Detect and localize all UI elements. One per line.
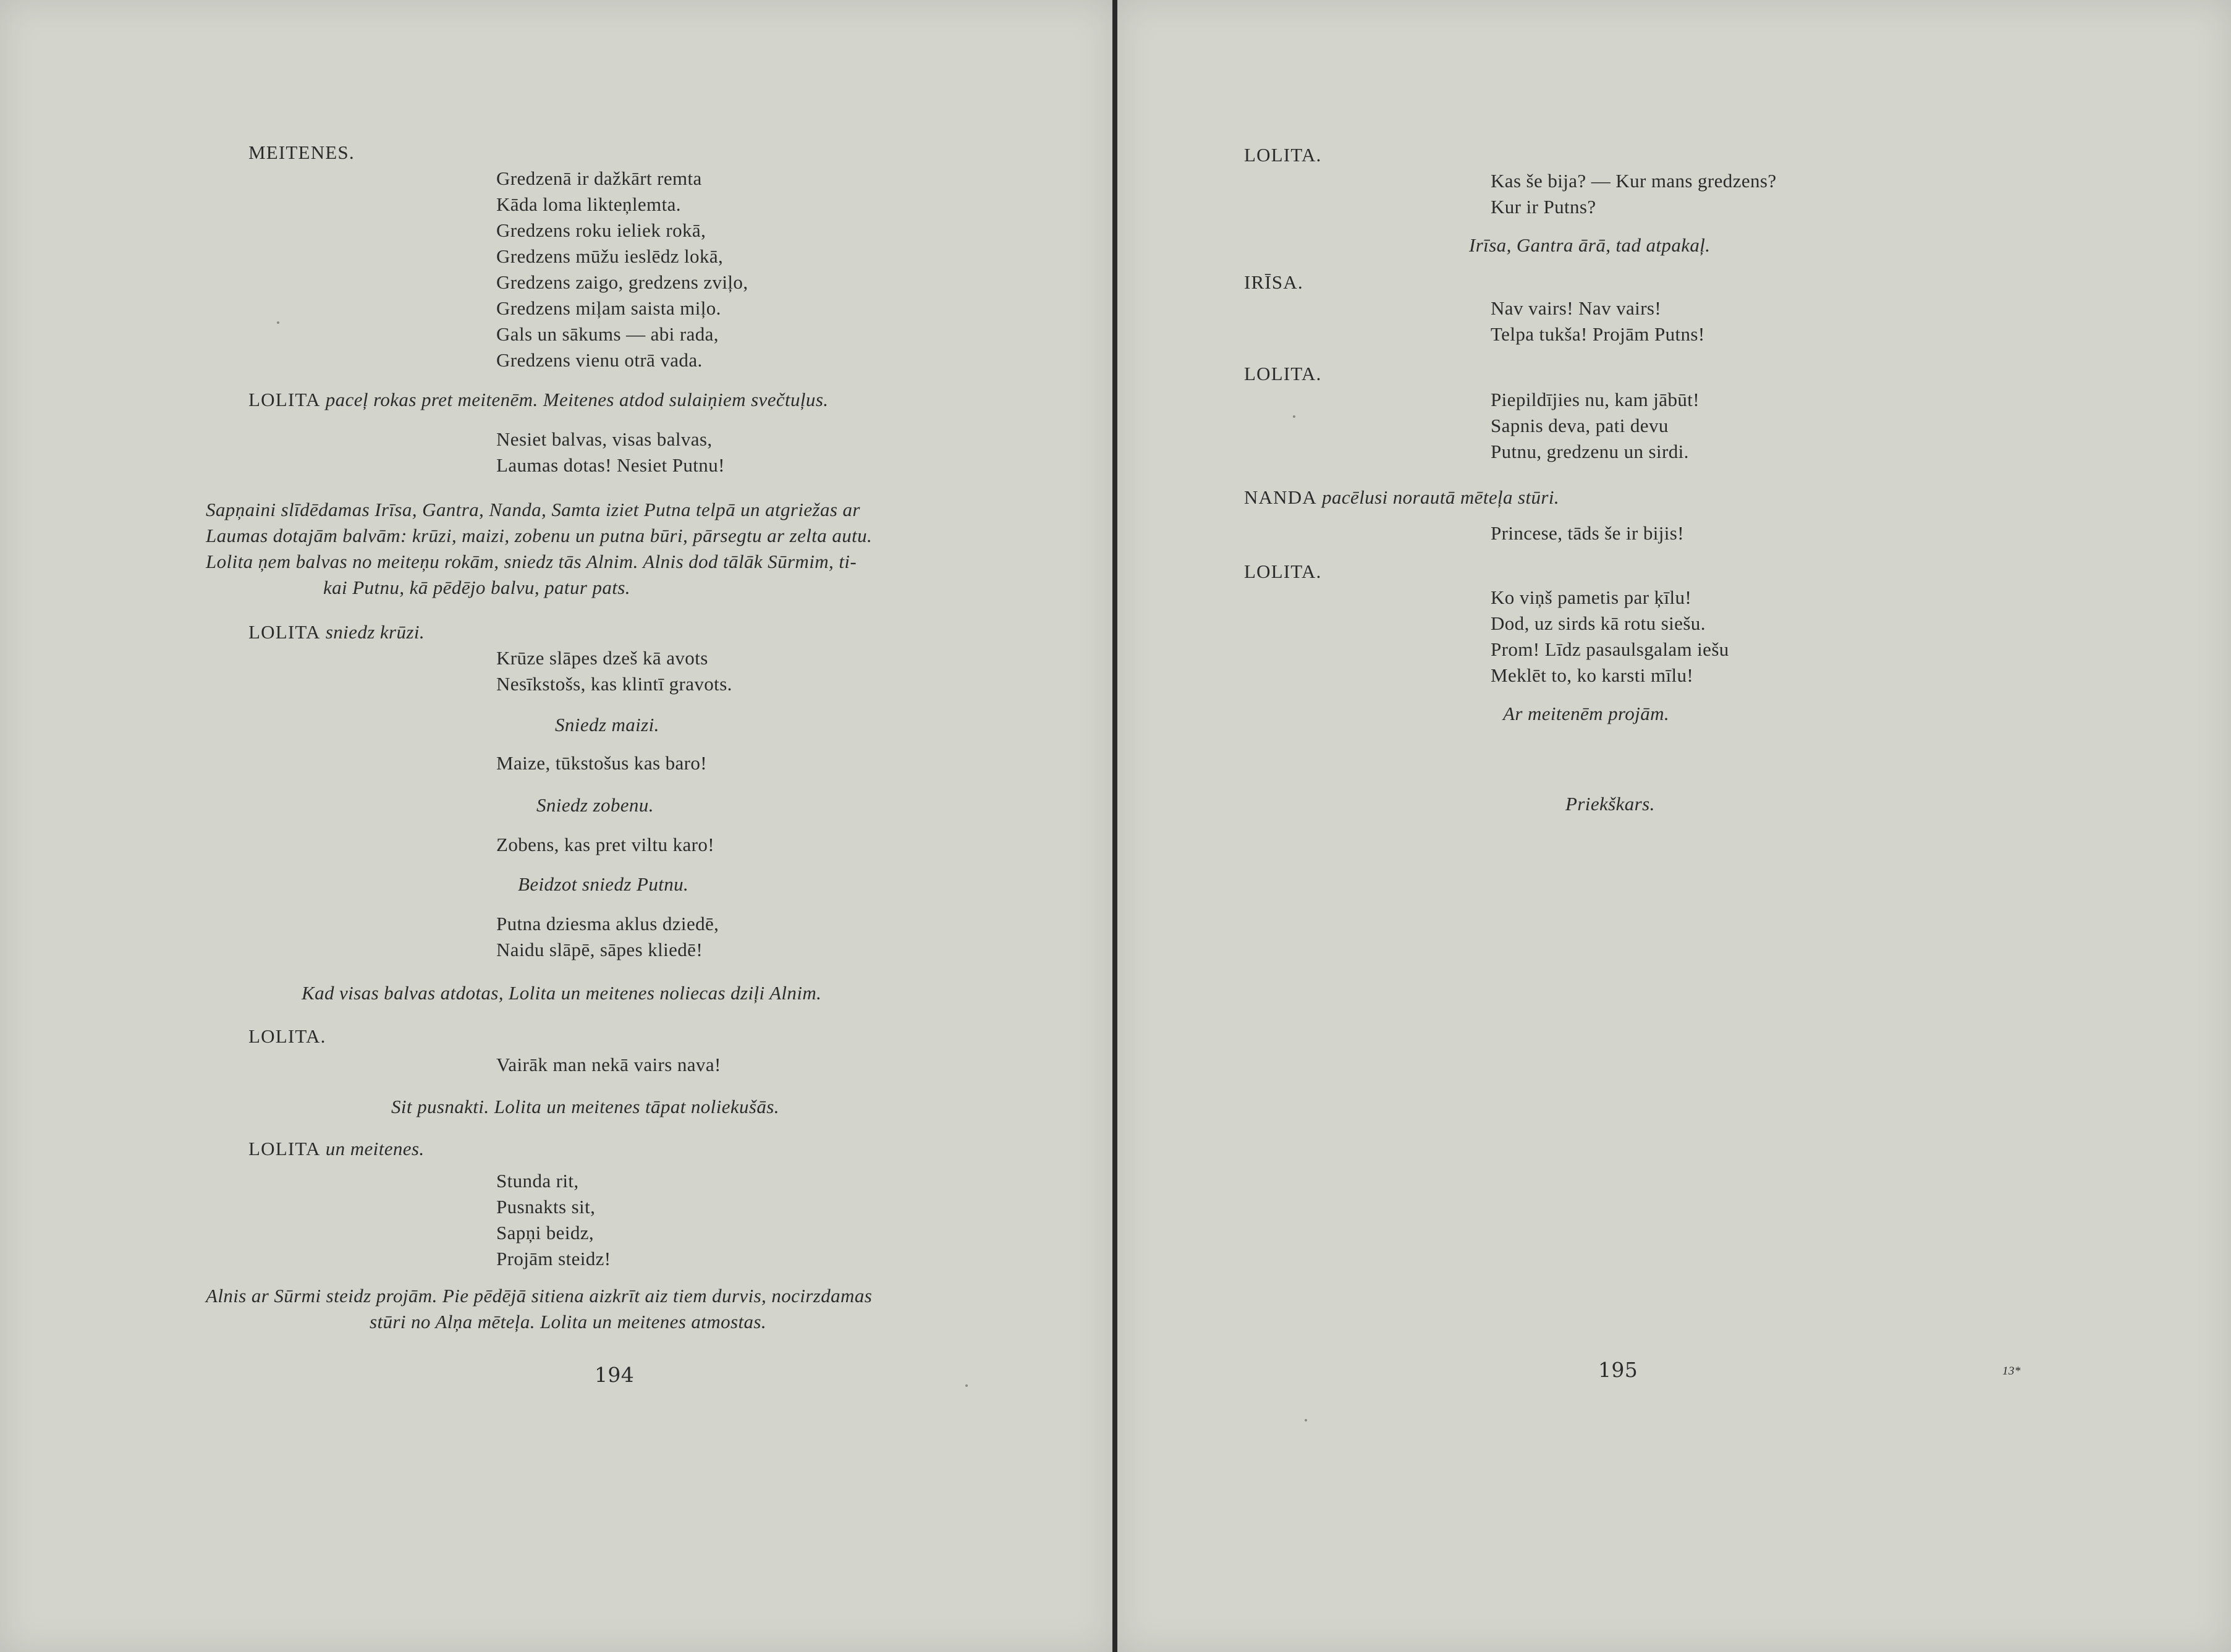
stage-direction-line: Sapņaini slīdēdamas Irīsa, Gantra, Nanda, Samta iziet Putna telpā un atgriežas ar (206, 499, 860, 520)
verse-line: Pusnakts sit, (496, 1196, 596, 1218)
stage-direction: Sit pusnakti. Lolita un meitenes tāpat noliekušās. (391, 1096, 779, 1117)
stage-direction: Ar meitenēm projām. (1503, 703, 1670, 724)
verse-line: Kur ir Putns? (1491, 196, 1596, 218)
speaker-line (248, 619, 425, 645)
stage-direction: sniedz krūzi. (325, 621, 425, 643)
left-page-text (0, 0, 1112, 1652)
stage-direction: Sniedz zobenu. (536, 794, 654, 816)
verse-line: Laumas dotas! Nesiet Putnu! (496, 454, 725, 476)
right-page (1117, 0, 2231, 1652)
verse-line: Kāda loma likteņlemta. (496, 193, 681, 215)
stage-direction: paceļ rokas pret meitenēm. Meitenes atdod sulaiņiem svečtuļus. (325, 389, 829, 410)
verse-line: Maize, tūkstošus kas baro! (496, 752, 708, 774)
speaker-name: LOLITA. (1244, 363, 1322, 384)
verse-line: Sapnis deva, pati devu (1491, 415, 1669, 436)
curtain-text: Priekškars. (1565, 793, 1655, 815)
speaker-name: LOLITA (248, 1138, 321, 1159)
stage-direction-line: Lolita ņem balvas no meiteņu rokām, sniedz tās Alnim. Alnis dod tālāk Sūrmim, ti- (206, 551, 857, 572)
verse-line: Gredzenā ir dažkārt remta (496, 167, 702, 189)
stage-direction-line: kai Putnu, kā pēdējo balvu, patur pats. (323, 577, 630, 598)
verse-line: Putnu, gredzenu un sirdi. (1491, 441, 1689, 462)
verse-line: Telpa tukša! Projām Putns! (1491, 323, 1705, 345)
verse-line: Nav vairs! Nav vairs! (1491, 297, 1662, 319)
paper-speck (965, 1384, 968, 1387)
paper-speck (277, 321, 279, 324)
verse-line: Krūze slāpes dzeš kā avots (496, 647, 708, 669)
verse-line: Ko viņš pametis par ķīlu! (1491, 587, 1692, 608)
speaker-name: LOLITA (248, 389, 321, 410)
verse-line: Vairāk man nekā vairs nava! (496, 1054, 721, 1075)
verse-line: Gredzens roku ieliek rokā, (496, 219, 706, 241)
stage-direction-line: Alnis ar Sūrmi steidz projām. Pie pēdējā sitiena aizkrīt aiz tiem durvis, nocirzdamas (206, 1285, 873, 1307)
verse-line: Piepildījies nu, kam jābūt! (1491, 389, 1700, 410)
speaker-name: LOLITA. (248, 1025, 326, 1047)
speaker-name: NANDA (1244, 486, 1317, 508)
stage-direction: pacēlusi norautā mēteļa stūri. (1322, 486, 1560, 508)
verse-line: Kas še bija? — Kur mans gredzens? (1491, 170, 1777, 192)
verse-line: Naidu slāpē, sāpes kliedē! (496, 939, 703, 960)
verse-line: Zobens, kas pret viltu karo! (496, 834, 714, 855)
verse-line: Nesīkstošs, kas klintī gravots. (496, 673, 732, 695)
verse-line: Princese, tāds še ir bijis! (1491, 522, 1684, 544)
verse-line: Gredzens zaigo, gredzens zviļo, (496, 271, 748, 293)
verse-line: Prom! Līdz pasaulsgalam iešu (1491, 638, 1729, 660)
paper-speck (1305, 1419, 1307, 1421)
page-number: 194 (595, 1363, 635, 1387)
verse-line: Gredzens miļam saista miļo. (496, 297, 721, 319)
left-page (0, 0, 1112, 1652)
verse-line: Stunda rit, (496, 1170, 579, 1192)
stage-direction: Beidzot sniedz Putnu. (518, 873, 689, 895)
verse-line: Putna dziesma aklus dziedē, (496, 913, 719, 934)
verse-line: Gals un sākums — abi rada, (496, 323, 719, 345)
verse-line: Meklēt to, ko karsti mīlu! (1491, 664, 1694, 686)
page-number: 195 (1598, 1358, 1638, 1382)
stage-direction: Irīsa, Gantra ārā, tad atpakaļ. (1469, 234, 1711, 256)
speaker-name: LOLITA (248, 621, 321, 643)
stage-direction: un meitenes. (325, 1138, 425, 1159)
stage-direction: Sniedz maizi. (555, 714, 659, 735)
speaker-meitenes: MEITENES. (248, 142, 355, 163)
verse-line: Dod, uz sirds kā rotu siešu. (1491, 612, 1706, 634)
signature-mark: 13* (2002, 1365, 2021, 1378)
stage-direction-line: Laumas dotajām balvām: krūzi, maizi, zobenu un putna būri, pārsegtu ar zelta autu. (206, 525, 873, 546)
speaker-line (1244, 485, 1559, 510)
speaker-name: LOLITA. (1244, 561, 1322, 582)
verse-line: Gredzens vienu otrā vada. (496, 349, 703, 371)
speaker-line (248, 1136, 425, 1162)
speaker-name: IRĪSA. (1244, 271, 1303, 293)
speaker-line (248, 387, 828, 413)
speaker-name: LOLITA. (1244, 144, 1322, 166)
book-gutter (1112, 0, 1117, 1652)
verse-line: Nesiet balvas, visas balvas, (496, 428, 713, 450)
paper-speck (1293, 415, 1295, 418)
stage-direction-line: stūri no Alņa mēteļa. Lolita un meitenes atmostas. (370, 1311, 766, 1332)
verse-line: Sapņi beidz, (496, 1222, 595, 1243)
stage-direction: Kad visas balvas atdotas, Lolita un meitenes noliecas dziļi Alnim. (302, 982, 822, 1004)
right-page-text (1117, 0, 2231, 1652)
verse-line: Gredzens mūžu ieslēdz lokā, (496, 245, 724, 267)
verse-line: Projām steidz! (496, 1248, 611, 1269)
